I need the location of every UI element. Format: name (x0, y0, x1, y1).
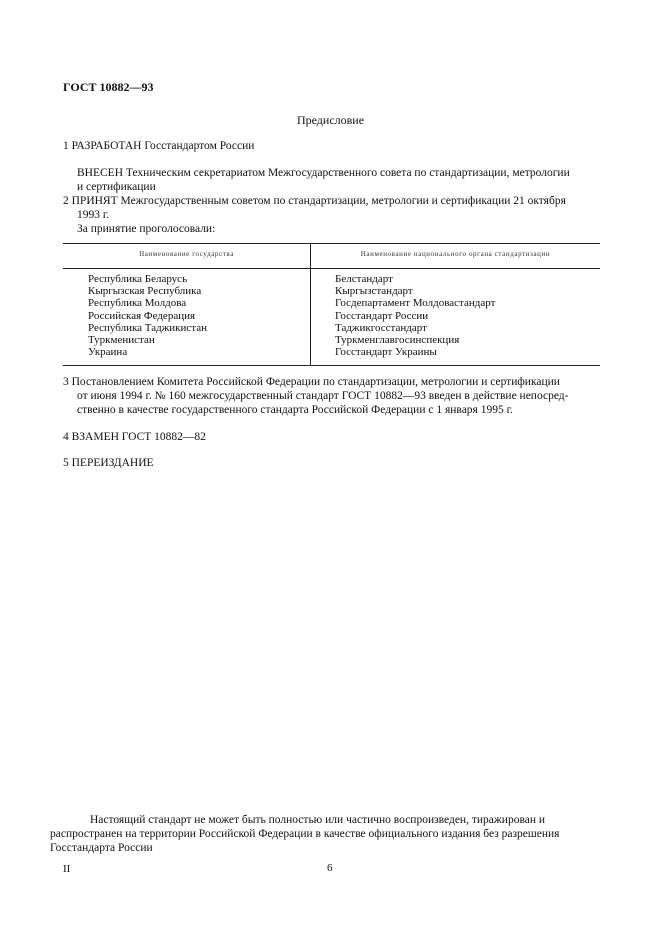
table-cell-body: Госстандарт Украины (335, 346, 437, 359)
section-4-replaces: 4 ВЗАМЕН ГОСТ 10882—82 (63, 431, 206, 443)
table-cell-body: Госдепартамент Молдовастандарт (335, 297, 496, 310)
vote-table-divider (310, 244, 311, 365)
vote-table-bodies-column (335, 273, 495, 358)
copyright-note-line2: распространен на территории Российской Федерации в качестве официального издания без разрешения (50, 828, 560, 841)
vote-table-header (63, 244, 600, 269)
section-3-line3: ственно в качестве государственного стандарта Российской Федерации с 1 января 1995 г. (77, 404, 513, 416)
section-1-introduced-line2: и сертификации (77, 181, 156, 193)
section-1-developed: 1 РАЗРАБОТАН Госстандартом России (63, 140, 255, 152)
document-code: ГОСТ 10882—93 (63, 80, 154, 94)
foreword-title: Предисловие (296, 113, 365, 127)
section-1-introduced-line1: ВНЕСЕН Техническим секретариатом Межгосударственного совета по стандартизации, метрологии (77, 167, 570, 179)
table-cell-state: Республика Молдова (88, 297, 187, 310)
section-2-adopted-line2: 1993 г. (77, 209, 110, 221)
table-cell-state: Кыргызская Республика (88, 285, 202, 298)
section-2-adopted-line1: 2 ПРИНЯТ Межгосударственным советом по стандартизации, метрологии и сертификации 21 октября (63, 195, 566, 207)
section-3-line2: от июня 1994 г. № 160 межгосударственный стандарт ГОСТ 10882—93 введен в действие непосред- (77, 390, 569, 402)
vote-table-header-body: Наименование национального органа стандартизации (360, 250, 551, 258)
vote-table-states-column (88, 273, 207, 358)
page-roman-number: II (63, 863, 71, 875)
vote-table (63, 243, 600, 366)
table-cell-state: Российская Федерация (88, 309, 196, 322)
table-cell-body: Белстандарт (335, 273, 393, 285)
table-cell-state: Украина (88, 346, 128, 359)
copyright-note (50, 813, 600, 856)
section-3-line1: 3 Постановлением Комитета Российской Федерации по стандартизации, метрологии и сертификации (63, 376, 560, 388)
table-cell-state: Туркменистан (88, 334, 155, 347)
page-number: 6 (327, 862, 333, 874)
table-cell-state: Республика Беларусь (88, 273, 188, 285)
copyright-note-line1: Настоящий стандарт не может быть полностью или частично воспроизведен, тиражирован и (90, 814, 546, 826)
vote-table-header-state: Наименование государства (139, 250, 234, 258)
table-cell-state: Республика Таджикистан (88, 321, 207, 334)
section-2-voted-label: За принятие проголосовали: (77, 223, 216, 235)
table-cell-body: Кыргызстандарт (335, 285, 413, 298)
table-cell-body: Таджикгосстандарт (335, 321, 427, 334)
section-5-reissue: 5 ПЕРЕИЗДАНИЕ (63, 457, 154, 469)
table-cell-body: Госстандарт России (335, 309, 429, 322)
table-cell-body: Туркменглавгосинспекция (335, 334, 460, 347)
copyright-note-line3: Госстандарта России (50, 842, 153, 855)
